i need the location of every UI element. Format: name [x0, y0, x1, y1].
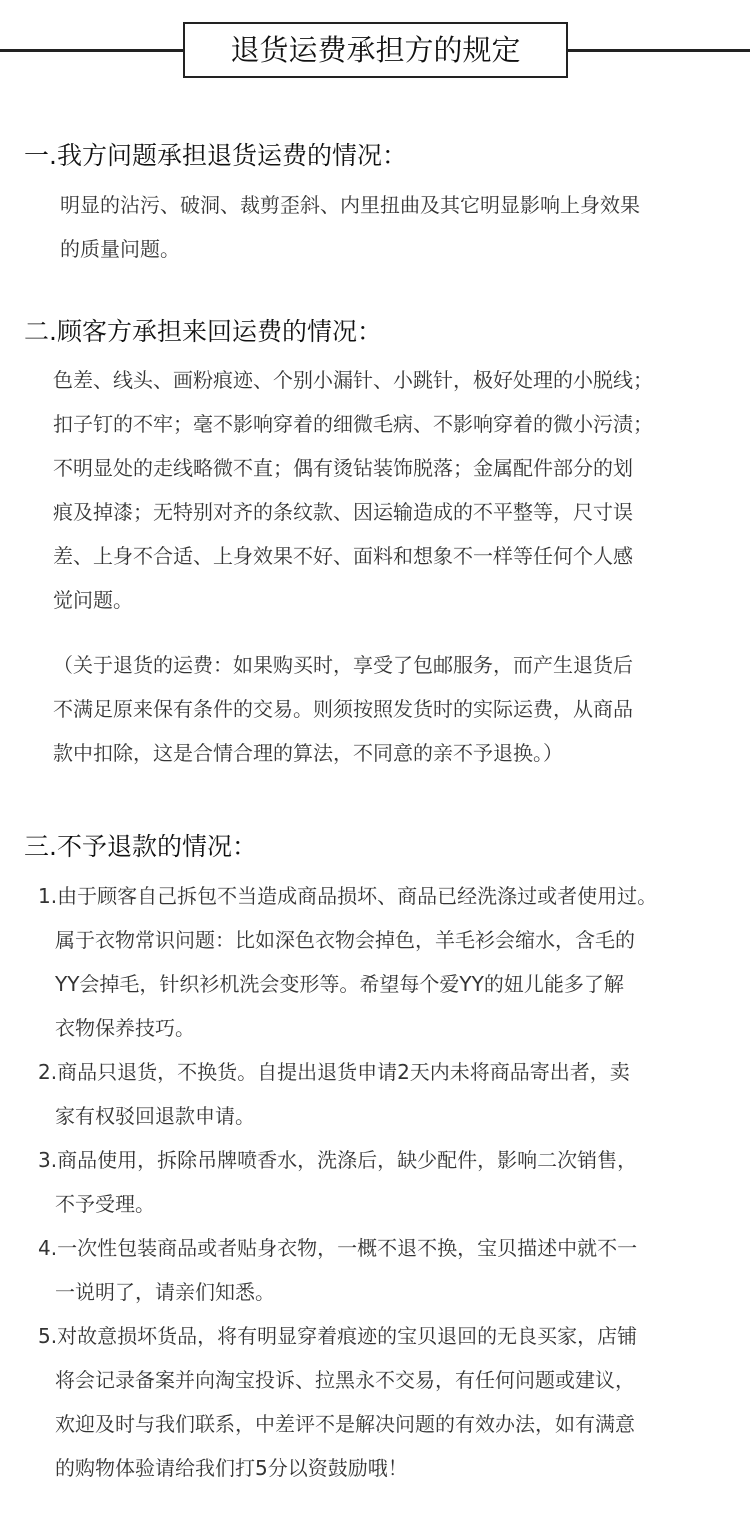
- section-2-line: 扣子钉的不牢；毫不影响穿着的细微毛病、不影响穿着的微小污渍；: [53, 412, 653, 436]
- rule-item-first-line: 1.由于顾客自己拆包不当造成商品损坏、商品已经洗涤过或者使用过。: [38, 884, 658, 908]
- section-2-note: [53, 643, 633, 775]
- section-2-line: 差、上身不合适、上身效果不好、面料和想象不一样等任何个人感: [53, 544, 633, 568]
- section-1-line: 的质量问题。: [60, 237, 180, 261]
- rule-item-line: 将会记录备案并向淘宝投诉、拉黑永不交易，有任何问题或建议，: [55, 1368, 635, 1392]
- rule-item-line: 家有权驳回退款申请。: [55, 1104, 255, 1128]
- section-1-body: [60, 183, 640, 271]
- section-2-line: 不明显处的走线略微不直；偶有烫钻装饰脱落；金属配件部分的划: [53, 456, 633, 480]
- section-2-heading: 二.顾客方承担来回运费的情况：: [24, 317, 382, 346]
- title-banner: [0, 22, 750, 80]
- section-3-heading: 三.不予退款的情况：: [24, 832, 257, 861]
- page-title: 退货运费承担方的规定: [183, 22, 568, 78]
- rule-item-line: 不予受理。: [55, 1192, 155, 1216]
- rule-item-line: 一说明了，请亲们知悉。: [55, 1280, 275, 1304]
- section-1-line: 明显的沾污、破洞、裁剪歪斜、内里扭曲及其它明显影响上身效果: [60, 193, 640, 217]
- section-2-note-line: （关于退货的运费：如果购买时，享受了包邮服务，而产生退货后: [53, 653, 633, 677]
- rule-item-line: 属于衣物常识问题：比如深色衣物会掉色，羊毛衫会缩水，含毛的: [55, 928, 635, 952]
- rule-item-line: 衣物保养技巧。: [55, 1016, 195, 1040]
- section-2-note-line: 不满足原来保有条件的交易。则须按照发货时的实际运费，从商品: [53, 697, 633, 721]
- section-2-note-line: 款中扣除，这是合情合理的算法，不同意的亲不予退换。）: [53, 741, 563, 765]
- rule-item-4: [38, 1226, 637, 1314]
- rule-item-first-line: 2.商品只退货，不换货。自提出退货申请2天内未将商品寄出者，卖: [38, 1060, 630, 1084]
- title-rule-left: [0, 49, 184, 52]
- rule-item-5: [38, 1314, 637, 1490]
- rule-item-first-line: 4.一次性包装商品或者贴身衣物，一概不退不换，宝贝描述中就不一: [38, 1236, 638, 1260]
- section-2-line: 色差、线头、画粉痕迹、个别小漏针、小跳针，极好处理的小脱线；: [53, 368, 653, 392]
- section-2-line: 觉问题。: [53, 588, 133, 612]
- rule-item-line: 欢迎及时与我们联系，中差评不是解决问题的有效办法，如有满意: [55, 1412, 635, 1436]
- title-rule-right: [567, 49, 750, 52]
- section-2-body: [53, 358, 653, 622]
- section-1-heading: 一.我方问题承担退货运费的情况：: [24, 141, 407, 170]
- section-2-line: 痕及掉漆；无特别对齐的条纹款、因运输造成的不平整等，尺寸误: [53, 500, 633, 524]
- rule-item-3: [38, 1138, 637, 1226]
- rule-item-2: [38, 1050, 630, 1138]
- rule-item-first-line: 5.对故意损坏货品，将有明显穿着痕迹的宝贝退回的无良买家，店铺: [38, 1324, 638, 1348]
- rule-item-first-line: 3.商品使用，拆除吊牌喷香水，洗涤后，缺少配件，影响二次销售，: [38, 1148, 638, 1172]
- rule-item-1: [38, 874, 657, 1050]
- rule-item-line: 的购物体验请给我们打5分以资鼓励哦！: [55, 1456, 408, 1480]
- rule-item-line: YY会掉毛，针织衫机洗会变形等。希望每个爱YY的妞儿能多了解: [55, 972, 624, 996]
